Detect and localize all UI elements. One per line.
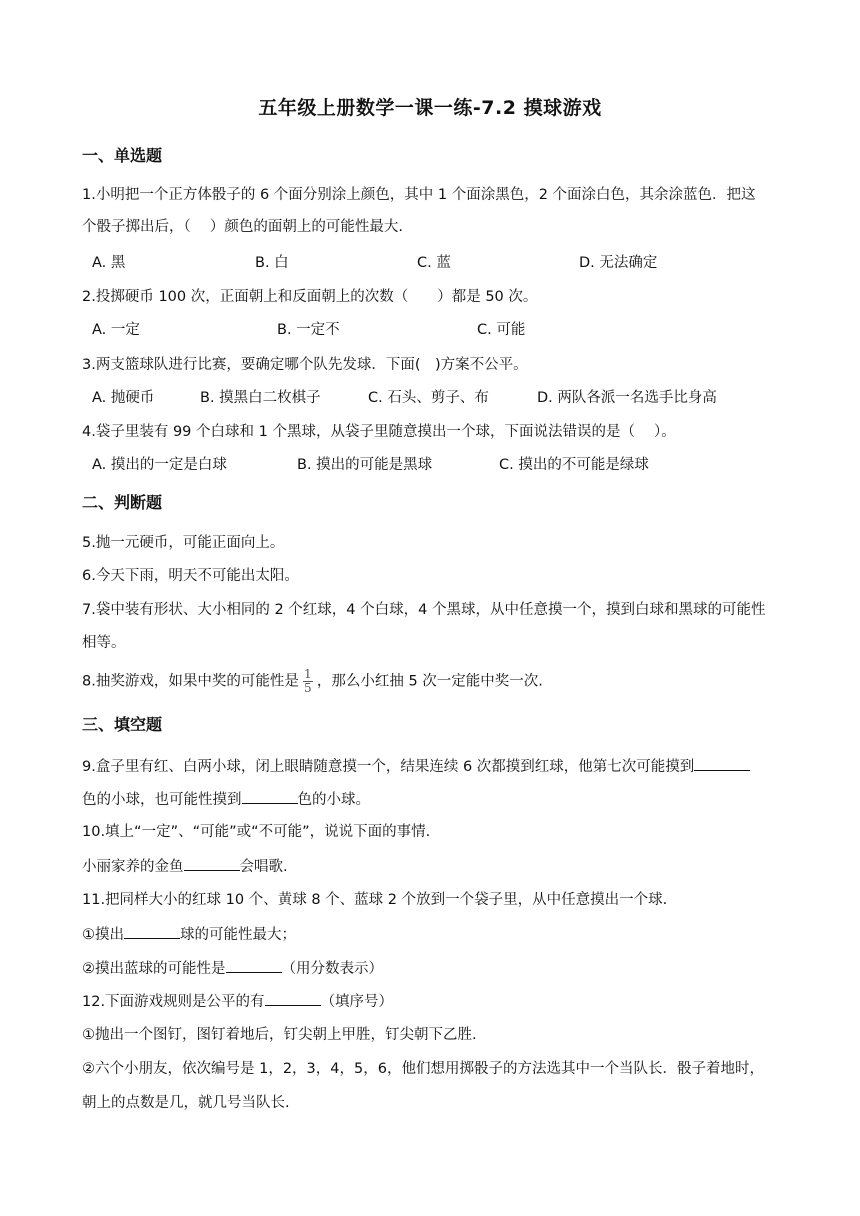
question-7-line-2: 相等。 <box>82 635 126 651</box>
question-9-text-2: 色的小球，也可能性摸到 <box>82 792 242 808</box>
section-heading-fill-in: 三、填空题 <box>82 715 163 734</box>
question-11-text-4: （用分数表示） <box>281 961 383 977</box>
question-9-line-2 <box>82 789 370 810</box>
question-8-text-before: 8.抽奖游戏，如果中奖的可能性是 <box>82 673 299 690</box>
question-11-text-2: 球的可能性最大； <box>180 927 296 943</box>
page-title: 五年级上册数学一课一练-7.2 摸球游戏 <box>258 97 602 119</box>
question-8-text-after: ，那么小红抽 5 次一定能中奖一次. <box>316 673 543 690</box>
question-6: 6.今天下雨，明天不可能出太阳。 <box>82 568 299 584</box>
question-9-line-1 <box>82 756 750 777</box>
question-9-text-1: 9.盒子里有红、白两小球，闭上眼睛随意摸一个，结果连续 6 次都摸到红球，他第七次可能摸到 <box>82 759 695 775</box>
question-1-option-d[interactable]: D. 无法确定 <box>579 255 658 271</box>
section-heading-single-choice: 一、单选题 <box>82 146 163 165</box>
question-4-line-1: 4.袋子里装有 99 个白球和 1 个黑球，从袋子里随意摸出一个球，下面说法错误的是（ ）。 <box>82 424 676 440</box>
question-5: 5.抛一元硬币，可能正面向上。 <box>82 535 285 551</box>
question-4-option-a[interactable]: A. 摸出的一定是白球 <box>92 457 227 473</box>
question-1-line-1: 1.小明把一个正方体骰子的 6 个面分别涂上颜色，其中 1 个面涂黑色，2 个面涂白色，其余涂蓝色．把这 <box>82 187 756 203</box>
question-4-option-c[interactable]: C. 摸出的不可能是绿球 <box>499 457 649 473</box>
question-3-option-d[interactable]: D. 两队各派一名选手比身高 <box>537 390 717 406</box>
question-12-line-3: ②六个小朋友，依次编号是 1，2，3，4，5，6，他们想用掷骰子的方法选其中一个当队长．骰子着地时， <box>82 1061 764 1077</box>
question-1-option-b[interactable]: B. 白 <box>255 255 289 271</box>
question-12-text-2: （填序号） <box>320 994 394 1010</box>
question-11-line-3 <box>82 958 383 979</box>
question-12-blank[interactable] <box>265 991 321 1006</box>
question-9-blank-2[interactable] <box>242 789 298 804</box>
question-11-text-3: ②摸出蓝球的可能性是 <box>82 961 226 977</box>
question-2-option-c[interactable]: C. 可能 <box>477 322 526 338</box>
question-1-line-2: 个骰子掷出后，（ ）颜色的面朝上的可能性最大. <box>82 219 403 235</box>
section-heading-true-false: 二、判断题 <box>82 493 163 512</box>
question-1-option-a[interactable]: A. 黑 <box>92 255 126 271</box>
question-2-option-b[interactable]: B. 一定不 <box>277 322 340 338</box>
question-10-blank[interactable] <box>184 856 240 871</box>
question-10-text-2: 会唱歌. <box>239 859 288 875</box>
question-9-text-3: 色的小球。 <box>297 792 370 808</box>
question-2-line-1: 2.投掷硬币 100 次，正面朝上和反面朝上的次数（ ）都是 50 次。 <box>82 289 538 305</box>
question-11-line-2 <box>82 924 296 945</box>
question-3-option-a[interactable]: A. 抛硬币 <box>92 390 155 406</box>
question-10-line-1: 10.填上“一定”、“可能”或“不可能”，说说下面的事情. <box>82 824 431 840</box>
question-9-blank-1[interactable] <box>694 756 750 771</box>
fraction-denominator: 5 <box>304 681 312 695</box>
question-2-option-a[interactable]: A. 一定 <box>92 322 140 338</box>
question-3-option-c[interactable]: C. 石头、剪子、布 <box>368 390 489 406</box>
question-3-option-b[interactable]: B. 摸黑白二枚棋子 <box>200 390 321 406</box>
fraction-numerator: 1 <box>304 667 312 681</box>
question-3-line-1: 3.两支篮球队进行比赛，要确定哪个队先发球．下面( )方案不公平。 <box>82 357 528 373</box>
question-12-line-1 <box>82 991 393 1012</box>
question-4-option-b[interactable]: B. 摸出的可能是黑球 <box>297 457 433 473</box>
question-11-blank-2[interactable] <box>226 958 282 973</box>
question-11-line-1: 11.把同样大小的红球 10 个、黄球 8 个、蓝球 2 个放到一个袋子里，从中任意摸出一个球. <box>82 892 668 908</box>
question-8 <box>82 668 543 694</box>
question-10-text-1: 小丽家养的金鱼 <box>82 859 184 875</box>
question-11-text-1: ①摸出 <box>82 927 124 943</box>
question-12-line-4: 朝上的点数是几，就几号当队长. <box>82 1095 290 1111</box>
question-7-line-1: 7.袋中装有形状、大小相同的 2 个红球，4 个白球，4 个黑球，从中任意摸一个，摸到白球和黑球的可能性 <box>82 602 766 618</box>
question-11-blank-1[interactable] <box>124 924 180 939</box>
question-10-line-2 <box>82 856 288 877</box>
question-12-text-1: 12.下面游戏规则是公平的有 <box>82 994 265 1010</box>
question-1-option-c[interactable]: C. 蓝 <box>417 255 451 271</box>
question-8-fraction <box>303 668 313 695</box>
question-12-line-2: ①抛出一个图钉，图钉着地后，钉尖朝上甲胜，钉尖朝下乙胜. <box>82 1027 477 1043</box>
